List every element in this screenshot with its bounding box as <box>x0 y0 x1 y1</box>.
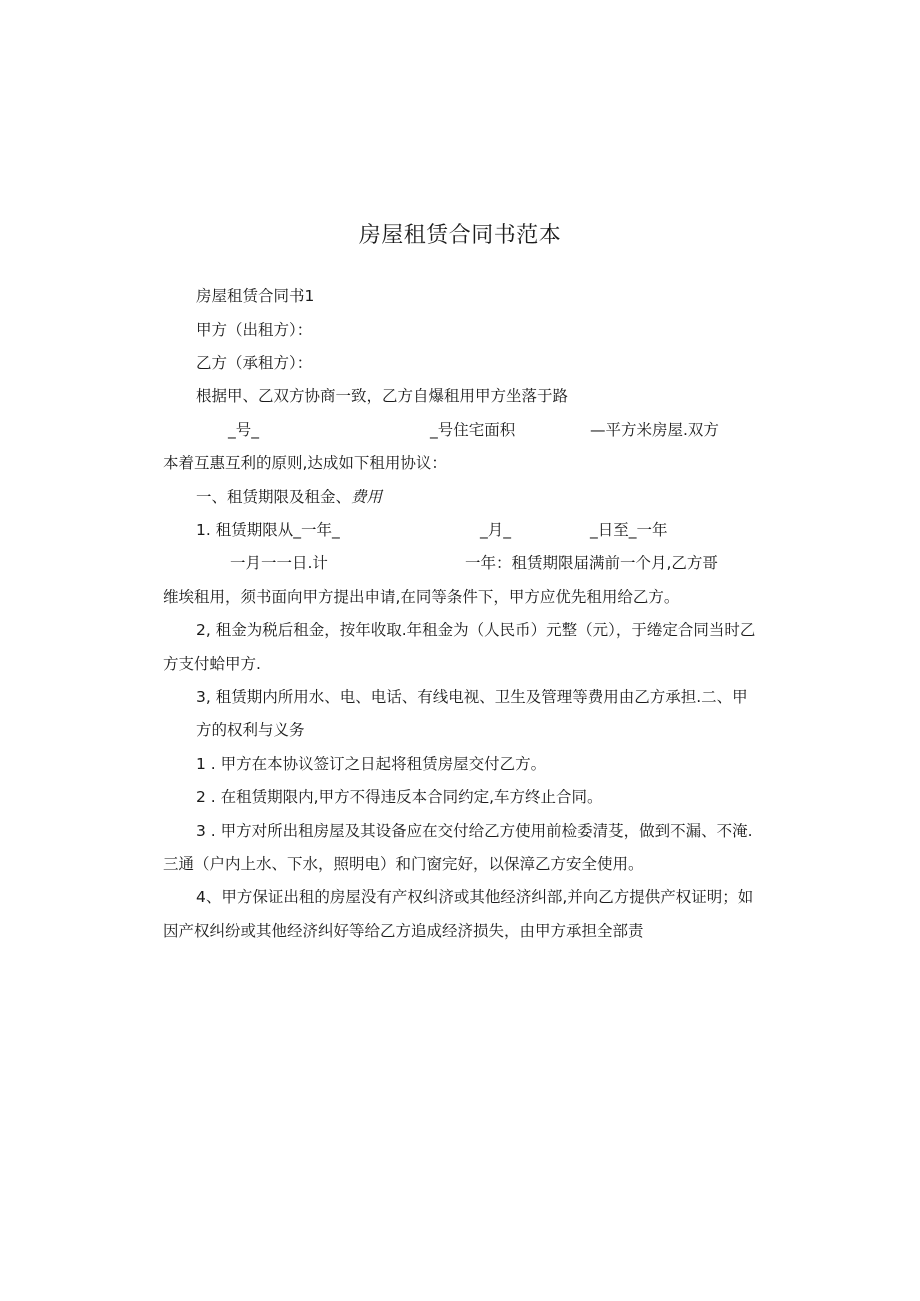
paragraph-line: 因产权纠纷或其他经济纠好等给乙方追成经济损失，由甲方承担全部责 <box>163 922 644 940</box>
paragraph-line: 1. 租赁期限从_一年_ <box>196 521 340 539</box>
paragraph-line: 根据甲、乙双方协商一致，乙方自爆租用甲方坐落于路 <box>196 387 569 405</box>
paragraph-line: 3, 租赁期内所用水、电、电话、有线电视、卫生及管理等费用由乙方承担.二、甲 <box>196 688 748 706</box>
document-title: 房屋租赁合同书范本 <box>358 223 562 248</box>
paragraph-line: 2 . 在租赁期限内,甲方不得违反本合同约定,车方终止合同。 <box>196 788 603 806</box>
paragraph-line: 4、甲方保证出租的房屋没有产权纠济或其他经济纠部,并向乙方提供产权证明；如 <box>196 888 754 906</box>
paragraph-line: 本着互惠互利的原则,达成如下租用协议： <box>163 454 447 472</box>
paragraph-line: 一年：租赁期限届满前一个月,乙方哥 <box>465 554 718 572</box>
paragraph-line: 三通（户内上水、下水，照明电）和门窗完好，以保漳乙方安全使用。 <box>163 855 644 873</box>
paragraph-line: 1 . 甲方在本协议签订之日起将租赁房屋交付乙方。 <box>196 755 547 773</box>
paragraph-line: _号住宅面积 <box>430 421 516 439</box>
party-b-line: 乙方（承租方）： <box>196 354 313 372</box>
paragraph-line: 方支付蛤甲方. <box>163 655 261 673</box>
contract-subtitle: 房屋租赁合同书1 <box>196 287 315 305</box>
paragraph-line: _日至_一年 <box>590 521 668 539</box>
section-heading <box>196 487 382 507</box>
party-a-line: 甲方（出租方）： <box>196 321 313 339</box>
paragraph-line: _号_ <box>228 421 260 439</box>
paragraph-line: 维埃租用，须书面向甲方提出申请,在同等条件下，甲方应优先租用给乙方。 <box>163 588 680 606</box>
paragraph-line: 一月一一日.计 <box>230 554 328 572</box>
section-heading-text: 一、租赁期限及租金、 <box>196 488 352 506</box>
paragraph-line: 2, 租金为税后租金，按年收取.年租金为（人民币）元整（元），于绻定合同当时乙 <box>196 621 756 639</box>
paragraph-line: —平方米房屋.双方 <box>590 421 719 439</box>
paragraph-line: 3 . 甲方对所出租房屋及其设备应在交付给乙方使用前检委清芟，做到不漏、不淹. <box>196 822 753 840</box>
section-heading-italic: 费用 <box>351 488 383 506</box>
paragraph-line: 方的权利与义务 <box>196 721 305 739</box>
paragraph-line: _月_ <box>480 521 512 539</box>
